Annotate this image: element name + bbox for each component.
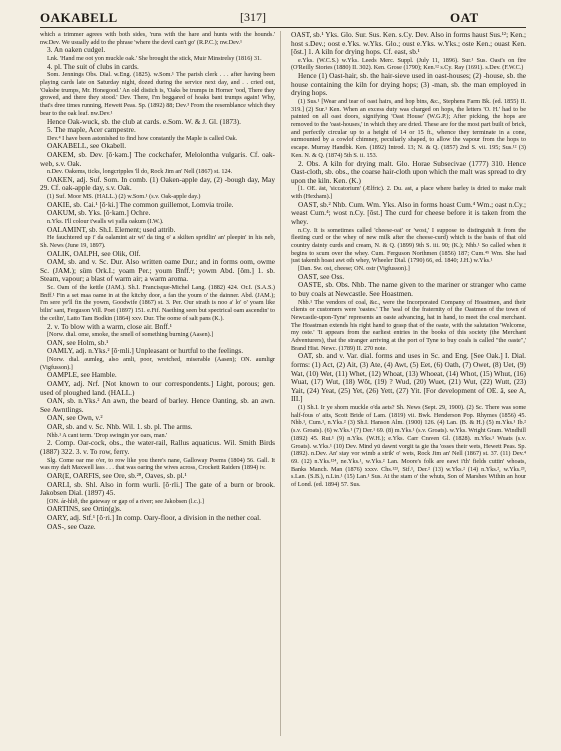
entry-citation: Lnk. 'Hand me oot yon muckle oak.' She brought the stick, Muir Minstrelsy (1816) 31.	[47, 55, 262, 62]
dictionary-entry: 2. Comp. Oar-cock, obs., the water-rail, Rallus aquaticus. Wil. Smith Birds (1887) 322. 3. v. To row, ferry.	[40, 438, 275, 456]
header-rule	[40, 27, 526, 28]
entry-citation: which a trimmer agrees with both sides, 'runs with the hare and hunts with the hounds.' nw.Dev. We usually add to the phrase 'where the devil can't go' (R.P.C.); nw.Dev.¹	[40, 31, 275, 46]
dictionary-entry: OAKABELL, see Okabell.	[47, 141, 127, 151]
dictionary-entry: OAST, see Oss.	[298, 271, 345, 281]
dictionary-entry: OAMPLE, see Hamble.	[47, 370, 117, 380]
entry-citation: Som. Jennings Obs. Dial. w.Eng. (1825). w.Som.¹ The parish clerk . . . after having been playing cards late on Saturday night, dozed during the service next day, and . . cried out, 'Oaksbe trumps, Mr. Honegood.' An old distich is, 'Oaks be trumps in Horner 'ood, There they growed, and there they stood.' Dev. There, I'm beggared of hoaks bant trumps again! Why, that's dree times running, Hewett Peas. Sp. (1892) 88; Dev.³ From the resemblance which they bear to the oak leaf. nw.Dev.¹	[40, 71, 275, 117]
dictionary-entry: OARLI, sb. Shl. Also in form wurli. [ō·rli.] The gate of a burn or brook. Jakobsen Dial. (1897) 45.	[40, 479, 275, 498]
dictionary-entry: OASTE, sb. Obs. Nhb. The name given to the mariner or stranger who came to buy coals at Newcastle. See Hoastmen.	[291, 280, 526, 298]
dictionary-entry: OAM, sb. and v. Sc. Dur. Also written oame Dur.; and in forms oom, owme Sc. (JAM.); süm Ork.I.; yoam Per.; youm Bnff.¹; yowm Abd. [ōm.] 1. sb. Steam, vapour; a blast of warm air; a warm aroma.	[40, 257, 275, 284]
entry-citation: [Dan. Sw. ost, cheese; ON. ostr (Vigfusson).]	[298, 265, 410, 273]
column-divider	[280, 31, 281, 736]
dictionary-entry: OAKUM, sb. Yks. [ō·kam.] Ochre.	[47, 208, 151, 218]
dictionary-entry: OAMY, adj. Nrf. [Not known to our correspondents.] Light, porous; gen. used of ploughed land. (HALL.)	[40, 379, 275, 397]
entry-citation: Sc. Oam of the kettle (JAM.). Sh.I. Francisque-Michel Lang. (1882) 424. Or.I. (S.A.S.) Bnff.¹ Fin a set maa oame in at the kitchy door, a fan the youm o' the dainner. Abd. (JAM.); I'm sere ye'll fin the yowm, Goodwife (1867) st. 3. Per. Our strath is noo a' lo' o' yoam like bilin' sant, Ferguson Vill. Poet (1897) 151. e.Fif. Naething seen but spectrical oam ascendin' to the ceilin', Latto Tam Bodkin (1864) xxv. Dur. The oome of salt pans (K.).	[40, 284, 275, 322]
entry-citation: n.Yks. I'll colour t'walls wi yalla oakum (I.W.).	[47, 217, 164, 225]
right-running-headword: OAT	[450, 10, 479, 25]
entry-citation: Nhb.¹ The vendors of coal, &c., were the Incorporated Company of Hoastmen, and their clients or customers were 'oastes.' The 'seal of the fraternity of the Oastmen of the town of Newcastle-upon-Tyne' represents an oaste advancing, hat in hand, to meet the coal merchant. The Hoastman extends his right hand to grasp that of the oaste, with the salutation 'Welcome, my oste.' 'It appears from the earliest entries in the books of this society (the Merchant Adventurers), that the stranger arriving at the port of Tyne to buy coals is called "the oaste",' Brand Hist. Newc. (1789) II. 270 note.	[291, 298, 526, 352]
dictionary-entry: 4. pl. The suit of clubs in cards.	[47, 61, 139, 71]
entry-citation: [Norw. dial. ome, smoke, the smell of something burning (Aasen).]	[47, 331, 214, 339]
entry-citation: (1) Sus.¹ [Wear and tear of oast hairs, and hop bins, &c., Stephens Farm Bk. (ed. 1855) II. 319.] (2) Sur.¹ Ken. When an excess duty was charged on hops, the letters 'O. H.' had to be painted on all oast doors, signifying 'Oast House' (W.G.P.); After picking, the hops are removed to the 'oast-houses,' in which they are dried. These are for the most part built of brick, and perfectly circular up to a height of 14 or 15 ft., whence they terminate in a cone, surmounted by a cowlof chimney, peculiarly shaped, to allow the vapour from the hops to escape. Murray Handbk. Ken. (1892) Introd. 13; N. & Q. (1857) 2nd S. vii. 195; Sus.¹² (3) Ken. N. & Q. (1874) 5th S. ii. 153.	[291, 97, 526, 159]
dictionary-entry: OAST, sb.² Nhb. Cum. Wm. Yks. Also in forms hoast Cum.⁴ Wm.; oast n.Cy.; weast Cum.⁴; wost n.Cy. [ōst.] The curd for cheese before it is taken from the whey.	[291, 199, 526, 226]
entry-citation: [Norw. dial. aumleg, also amli, poor, wretched, miserable (Aasen); ON. aumligr (Vigfusson).]	[40, 356, 275, 371]
dictionary-entry: OAMLY, adj. n.Yks.² [ō·mli.] Unpleasant or hurtful to the feelings.	[47, 346, 244, 356]
dictionary-entry: Hence Oak-wuck, sb. the club at cards. e.Som. W. & J. Gl. (1873).	[47, 116, 241, 126]
entry-citation: [1. OE. āst, 'siccatorium' (Ælfric). 2. Du. ast, a place where barley is dried to make malt with (Hexham).]	[291, 185, 526, 201]
dictionary-entry: Hence (1) Oast-hair, sb. the hair-sieve used in oast-houses; (2) -house, sb. the house containing the kiln for drying hops; (3) -man, sb. the man employed in drying hops.	[291, 71, 526, 98]
dictionary-entry: 5. The maple, Acer campestre.	[47, 125, 136, 135]
entry-citation: n.Cy. It is sometimes called 'cheese-oat' or 'wost,' I suppose to distinguish it from the fleeting curd or the whey of new milk after the cheese-curd) which is the basis of that old country dainty curds and cream, N. & Q. (1899) 9th S. iii. 90; (K.); Nhb.¹ So called when it begins to scum over the whey. Cum. Ferguson Northmen (1856) 187; Cum.⁴⁵ Wm. She had just takenth hoast awt oth whey, Wheeler Dial. (1790) 66, ed. 1840; J.H.) w.Yks.¹	[291, 226, 526, 265]
left-column	[40, 31, 275, 741]
entry-citation: Dev.⁴ I have been astonished to find how constantly the Maple is called Oak.	[47, 134, 238, 142]
right-column	[291, 31, 526, 741]
dictionary-entry: OAN, see Holm, sb.¹	[47, 337, 109, 347]
dictionary-entry: OAKEN, adj. Suf. Som. In comb. (1) Oaken-apple day, (2) -bough day, May 29. Cf. oak-apple day, s.v. Oak.	[40, 174, 275, 193]
entry-citation: (1) Suf. Moor MS. (HALL.) (2) w.Som.¹ (s.v. Oak-apple day.)	[47, 193, 201, 201]
dictionary-entry: OAST, sb.¹ Yks. Glo. Sur. Sus. Ken. s.Cy. Dev. Also in forms haust Sus.¹²; Ken.; host s.Dev.; oost e.Yks. w.Yks. Glo.; oust e.Yks. w.Yks.; oste Ken.; ouast Ken. [ōst.] 1. A kiln for drying hops. Cf. east, sb.¹	[291, 31, 526, 57]
dictionary-entry: OAT, sb. and v. Var. dial. forms and uses in Sc. and Eng. [See Oak.] I. Dial. forms: (1) Act, (2) Ait, (3) Ate, (4) Awt, (5) Eet, (6) Oath, (7) Owet, (8) Uet, (9) Wat, (10) Wet, (11) Whet, (12) Whoat, (13) Whoeat, (14) Whot, (15) Whut, (16) Wuat, (17) Wut, (18) Wŏt, (19) ? Wud, (20) Wuet, (21) Wut, (22) Wutt, (23) Yait, (24) Yeat, (25) Yet, (26) Yett, (27) Yit. [For development of OE. ā, see A, III.]	[291, 351, 526, 404]
dictionary-entry: 2. Obs. A kiln for drying malt. Glo. Horae Subsecivae (1777) 310. Hence Oast-cloth, sb. obs., the coarse hair-cloth upon which the malt was spread to dry upon the kiln. Ken. (K.)	[291, 158, 526, 185]
dictionary-entry: OAKIE, sb. Cai.¹ [ō·ki.] The common guillemot, Lomvia troile.	[47, 199, 234, 209]
entry-citation: n.Dev. Oakems, ticks, longcripples 'll do, Rock Jim an' Nell (1867) st. 124.	[47, 168, 233, 176]
dictionary-entry: 2. v. To blow with a warm, close air. Bnff.¹	[47, 321, 172, 331]
dictionary-entry: OAR, sb. and v. Sc. Nhb. Wil. 1. sb. pl. The arms.	[47, 422, 193, 432]
entry-citation: Nhb.¹ A cant term. 'Drop swingin yor oars, man.'	[47, 431, 168, 439]
entry-citation: (1) Sh.I. Ir ye shorn muckle o'da aets? Sh. News (Sept. 29, 1900). (2) Sc. There was some half-fous o' aits, Scott Bride of Lam. (1819) vii. Bwk. Henderson Pop. Rhymes (1856) 45. Nhb.¹, Cum.¹, n.Yks.² (3) Sh.I. Hanson Alm. (1900) 126. (4) Lan. (B. & H.) (5) m.Yks.¹ Ib.² (s.v. Groats). (6) w.Yks.¹ (7) Der.¹ 69. (8) m.Yks.¹ (s.v. Groats). w.Yks. Wright Gram. Windhill (1892) 45. Rut.¹ (9) n.Yks. (W.H.); e.Yks. Carr Craven Gl. (1828). m.Yks.¹ Wuats (s.v. Groats). w.Yks.¹ (10) Dev. Mind yü dawnt vorgit ta gie tha 'osses their wets, Hewett Peas. Sp. (1892). n.Dev. An' stay vor wimb a strik' o' wets, Rock Jim an' Nell (1867) st. 37. (11) Dev.⁴ 69. (12) n.Yks.¹²⁴, ne.Yks.¹, w.Yks.² Lan. Moore's folk are eawt i'th' fields cuttin' whoats, Banks Manch. Man (1876) xxxv. Chs.¹²³, Stf.¹, Der.² (13) w.Yks.² (14) n.Yks.², w.Yks.²³, s.Lan. (S.B.), n.Lin.¹ (15) Lan.¹ Sus. At the stam o' the whuts, Son of Marshes Within an hour of Lond. (ed. 1894) 57. Sus.	[291, 404, 526, 489]
dictionary-entry: OARTINS, see Ortin(g)s.	[47, 504, 122, 514]
left-running-headword: OAKABELL	[40, 10, 118, 25]
dictionary-entry: OAR(E, OARFIS, see Ore, sb.²⁸, Oaves, sb. pl.¹	[47, 470, 187, 480]
dictionary-entry: OAN, sb. n.Yks.² An awn, the beard of barley. Hence Oanting, sb. an awn. See Awntlings.	[40, 396, 275, 414]
dictionary-entry: OARY, adj. Stf.¹ [ō·ri.] In comp. Oary-floor, a division in the nether coal.	[47, 512, 261, 522]
dictionary-entry: 3. An oaken cudgel.	[47, 45, 106, 55]
dictionary-entry: OALAMINT, sb. Sh.I. Element; used attrib.	[47, 224, 176, 234]
entry-citation: e.Yks. (W.C.S.) w.Yks. Leeds Merc. Suppl. (July 11, 1896). Sur.¹ Sus. Oast's on fire (O'Reilly Stories (1880) II. 302). Ken. Grose (1790); Ken.¹² s.Cy. Ray (1691). s.Dev. (F.W.C.)	[291, 56, 526, 72]
page-number: [317]	[240, 10, 266, 24]
entry-citation: Slg. Come oar me o'er, to row like you there's nane, Galloway Poems (1804) 56. Gall. It was my daft Maxwell lass . . . that was oaring the wives across, Crockett Raiders (1894) iv.	[40, 456, 275, 472]
entry-citation: [ON. ár-hlið, the gateway or gap of a river; see Jakobsen (l.c.).]	[47, 497, 204, 505]
dictionary-entry: OALIK, OALPH, see Olik, Olf.	[47, 248, 141, 258]
dictionary-entry: OAKEM, sb. Dev. [ō·kəm.] The cockchafer, Melolontha vulgaris. Cf. oak-web, s.v. Oak.	[40, 150, 275, 168]
dictionary-entry: OAN, see Own, v.²	[47, 413, 103, 423]
entry-citation: He fauchtered up i' da oalamint air wi' da ting o' a skilten spridlin' an' pleepin' in his neb, Sh. News (June 19, 1897).	[40, 234, 275, 249]
page-header	[40, 10, 525, 28]
dictionary-entry: OAS-, see Oaze.	[47, 521, 96, 531]
